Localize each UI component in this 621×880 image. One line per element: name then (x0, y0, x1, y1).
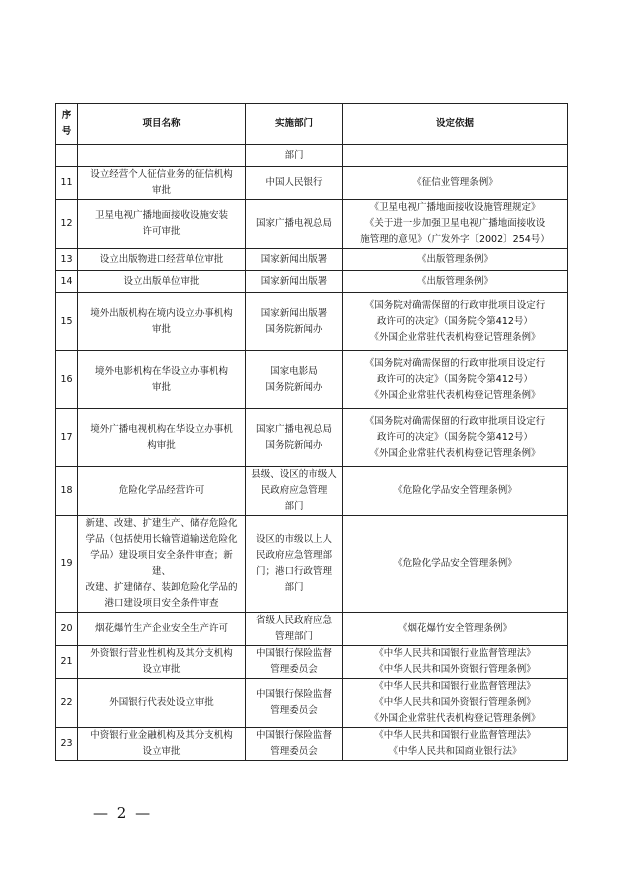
legal-basis-line: 《国务院对确需保留的行政审批项目设定行 (364, 415, 546, 427)
item-name-line: 设立审批 (142, 746, 181, 757)
item-name (78, 728, 246, 761)
implementing-department-line: 国家新闻出版署 (260, 275, 328, 287)
item-name-line: 许可审批 (142, 226, 181, 237)
header-no-line: 号 (61, 126, 72, 137)
legal-basis-line: 《出版管理条例》 (416, 275, 493, 287)
row-number: 11 (56, 167, 78, 200)
table-row (56, 271, 568, 293)
legal-basis-line: 《危险化学品安全管理条例》 (393, 485, 517, 496)
implementing-department-line: 管理委员会 (270, 746, 318, 757)
implementing-department-line: 中国银行保险监督 (255, 648, 332, 659)
item-name (78, 293, 246, 351)
legal-basis-line: 《外国企业常驻代表机构登记管理条例》 (369, 713, 541, 724)
legal-basis (343, 351, 568, 409)
implementing-department-line: 部门 (284, 501, 304, 512)
item-name-line: 审批 (151, 381, 171, 393)
implementing-department-line: 国务院新闻办 (265, 439, 323, 451)
legal-basis (343, 728, 568, 761)
implementing-department (246, 249, 343, 271)
continuation-dept: 部门 (246, 145, 343, 167)
item-name (78, 613, 246, 646)
legal-basis (343, 613, 568, 646)
header-basis: 设定依据 (343, 104, 568, 145)
implementing-department (246, 728, 343, 761)
item-name-line: 危险化学品经营许可 (118, 485, 205, 496)
item-name-line: 设立出版单位审批 (123, 275, 200, 287)
implementing-department-line: 中国人民银行 (265, 177, 323, 188)
implementing-department (246, 167, 343, 200)
item-name (78, 271, 246, 293)
row-number: 12 (56, 200, 78, 249)
legal-basis-line: 《中华人民共和国商业银行法》 (388, 746, 522, 757)
continuation-basis (343, 145, 568, 167)
legal-basis (343, 167, 568, 200)
legal-basis (343, 409, 568, 467)
legal-basis-line: 《关于进一步加强卫星电视广播地面接收设 (364, 218, 546, 229)
item-name (78, 167, 246, 200)
item-name (78, 679, 246, 728)
implementing-department-line: 管理部门 (274, 631, 313, 642)
item-name-line: 审批 (151, 323, 171, 335)
implementing-department-line: 民政府应急管理 (260, 485, 328, 496)
legal-basis-line: 《卫星电视广播地面接收设施管理规定》 (369, 202, 541, 213)
legal-basis (343, 200, 568, 249)
legal-basis-line: 《烟花爆竹安全管理条例》 (397, 623, 512, 634)
implementing-department-line: 国家广播电视总局 (255, 423, 332, 435)
table-row (56, 167, 568, 200)
implementing-department-line: 国家电影局 (270, 365, 318, 377)
table-row (56, 249, 568, 271)
implementing-department (246, 646, 343, 679)
table-row (56, 200, 568, 249)
item-name-line: 新建、改建、扩建生产、储存危险化 (85, 518, 238, 529)
implementing-department-line: 县级、设区的市级人 (251, 469, 337, 480)
legal-basis-line: 《外国企业常驻代表机构登记管理条例》 (369, 389, 541, 401)
row-number: 14 (56, 271, 78, 293)
item-name-line: 学品）建设项目安全条件审查；新建、 (90, 550, 233, 577)
implementing-department (246, 351, 343, 409)
implementing-department (246, 271, 343, 293)
item-name-line: 境外电影机构在华设立办事机构 (94, 365, 228, 377)
item-name (78, 409, 246, 467)
legal-basis-line: 《中华人民共和国银行业监督管理法》 (374, 730, 536, 741)
legal-basis-line: 《外国企业常驻代表机构登记管理条例》 (369, 447, 541, 459)
item-name (78, 200, 246, 249)
item-name (78, 646, 246, 679)
legal-basis (343, 516, 568, 613)
implementing-department (246, 516, 343, 613)
row-number: 18 (56, 467, 78, 516)
implementing-department-line: 管理委员会 (270, 664, 318, 675)
implementing-department-line: 国家新闻出版署 (260, 253, 328, 265)
approval-items-table (55, 103, 568, 761)
header-no-line: 序 (61, 110, 72, 121)
table-row (56, 351, 568, 409)
item-name-line: 外资银行营业性机构及其分支机构 (90, 648, 233, 659)
implementing-department (246, 409, 343, 467)
legal-basis-line: 施管理的意见》（广发外字〔2002〕254号） (360, 234, 550, 245)
header-dept: 实施部门 (246, 104, 343, 145)
legal-basis-line: 政许可的决定》（国务院令第412号） (377, 373, 533, 385)
item-name-line: 审批 (151, 185, 171, 196)
row-number: 23 (56, 728, 78, 761)
item-name (78, 249, 246, 271)
table-row (56, 516, 568, 613)
implementing-department (246, 679, 343, 728)
legal-basis (343, 293, 568, 351)
legal-basis (343, 646, 568, 679)
legal-basis-line: 《中华人民共和国外资银行管理条例》 (374, 697, 536, 708)
implementing-department-line: 国务院新闻办 (265, 323, 323, 335)
implementing-department (246, 467, 343, 516)
item-name-line: 改建、扩建储存、装卸危险化学品的 (85, 582, 238, 593)
row-number: 16 (56, 351, 78, 409)
legal-basis (343, 271, 568, 293)
legal-basis-line: 《征信业管理条例》 (412, 177, 498, 188)
implementing-department-line: 中国银行保险监督 (255, 689, 332, 700)
implementing-department-line: 中国银行保险监督 (255, 730, 332, 741)
legal-basis (343, 679, 568, 728)
row-number: 21 (56, 646, 78, 679)
item-name-line: 烟花爆竹生产企业安全生产许可 (94, 623, 228, 634)
legal-basis-line: 《中华人民共和国银行业监督管理法》 (374, 648, 536, 659)
continuation-row (56, 145, 568, 167)
legal-basis-line: 政许可的决定》（国务院令第412号） (377, 431, 533, 443)
row-number: 20 (56, 613, 78, 646)
table-row (56, 409, 568, 467)
table-row (56, 728, 568, 761)
implementing-department-line: 部门 (284, 582, 304, 593)
continuation-name (78, 145, 246, 167)
item-name (78, 516, 246, 613)
legal-basis-line: 《国务院对确需保留的行政审批项目设定行 (364, 357, 546, 369)
legal-basis (343, 249, 568, 271)
legal-basis (343, 467, 568, 516)
implementing-department (246, 200, 343, 249)
row-number: 19 (56, 516, 78, 613)
item-name-line: 设立经营个人征信业务的征信机构 (90, 169, 233, 180)
item-name-line: 境外广播电视机构在华设立办事机 (90, 423, 233, 435)
implementing-department-line: 门；港口行政管理 (255, 566, 332, 577)
page-number: — 2 — (93, 804, 153, 822)
item-name-line: 卫星电视广播地面接收设施安装 (94, 210, 228, 221)
implementing-department-line: 省级人民政府应急 (255, 615, 332, 626)
implementing-department (246, 293, 343, 351)
row-number: 15 (56, 293, 78, 351)
continuation-no (56, 145, 78, 167)
table-row (56, 293, 568, 351)
item-name-line: 港口建设项目安全条件审查 (104, 598, 219, 609)
table-row (56, 467, 568, 516)
item-name-line: 学品（包括使用长输管道输送危险化 (85, 534, 238, 545)
legal-basis-line: 政许可的决定》（国务院令第412号） (377, 315, 533, 327)
item-name-line: 设立审批 (142, 664, 181, 675)
item-name (78, 351, 246, 409)
implementing-department-line: 管理委员会 (270, 705, 318, 716)
legal-basis-line: 《中华人民共和国银行业监督管理法》 (374, 681, 536, 692)
item-name-line: 构审批 (147, 439, 176, 451)
item-name-line: 设立出版物进口经营单位审批 (99, 253, 224, 265)
legal-basis-line: 《危险化学品安全管理条例》 (393, 558, 517, 569)
implementing-department (246, 613, 343, 646)
header-name: 项目名称 (78, 104, 246, 145)
table-body (56, 145, 568, 761)
implementing-department-line: 设区的市级以上人 (255, 534, 332, 545)
implementing-department-line: 国家广播电视总局 (255, 218, 332, 229)
table-header-row (56, 104, 568, 145)
legal-basis-line: 《中华人民共和国外资银行管理条例》 (374, 664, 536, 675)
implementing-department-line: 国务院新闻办 (265, 381, 323, 393)
item-name (78, 467, 246, 516)
legal-basis-line: 《出版管理条例》 (416, 253, 493, 265)
row-number: 17 (56, 409, 78, 467)
item-name-line: 境外出版机构在境内设立办事机构 (90, 307, 233, 319)
table-row (56, 679, 568, 728)
row-number: 13 (56, 249, 78, 271)
item-name-line: 外国银行代表处设立审批 (109, 697, 214, 708)
header-no (56, 104, 78, 145)
table-row (56, 613, 568, 646)
implementing-department-line: 国家新闻出版署 (260, 307, 328, 319)
row-number: 22 (56, 679, 78, 728)
item-name-line: 中资银行业金融机构及其分支机构 (90, 730, 233, 741)
legal-basis-line: 《外国企业常驻代表机构登记管理条例》 (369, 331, 541, 343)
implementing-department-line: 民政府应急管理部 (255, 550, 332, 561)
table-row (56, 646, 568, 679)
legal-basis-line: 《国务院对确需保留的行政审批项目设定行 (364, 299, 546, 311)
